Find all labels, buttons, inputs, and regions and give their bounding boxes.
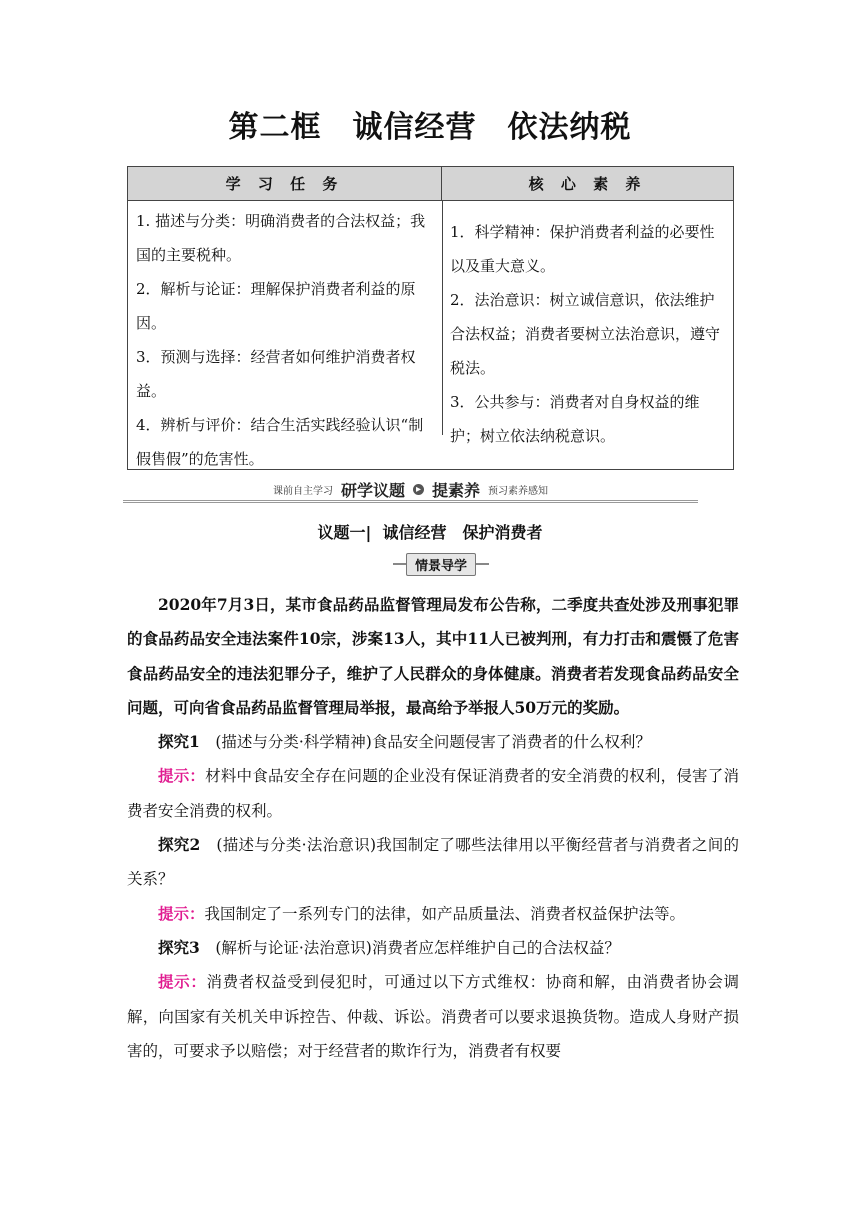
- banner-left-text: 课前自主学习: [272, 485, 333, 497]
- scenario-tag: [393, 553, 489, 575]
- answer-2: [127, 897, 739, 931]
- hint-label: 提示：: [158, 972, 207, 992]
- question-3: [127, 931, 739, 965]
- tasks-cell: [136, 204, 436, 476]
- competency-item: 3．公共参与：消费者对自身权益的维护；树立依法纳税意识。: [450, 393, 700, 445]
- question-label: 探究2: [158, 835, 201, 855]
- topic-heading: 议题一| 诚信经营 保护消费者: [317, 523, 543, 542]
- question-text: (解析与论证·法治意识)消费者应怎样维护自己的合法权益？: [215, 938, 620, 957]
- task-item: 1. 描述与分类：明确消费者的合法权益；我国的主要税种。: [136, 212, 426, 264]
- table-header-tasks: 学 习 任 务: [128, 167, 442, 201]
- answer-text: 我国制定了一系列专门的法律，如产品质量法、消费者权益保护法等。: [204, 904, 686, 923]
- competency-item: 2．法治意识：树立诚信意识，依法维护合法权益；消费者要树立法治意识，遵守税法。: [450, 291, 721, 377]
- question-1: [127, 725, 739, 759]
- answer-text: 消费者权益受到侵犯时，可通过以下方式维权：协商和解，由消费者协会调解，向国家有关机关申诉控告、仲裁、诉讼。消费者可以要求退换货物。造成人身财产损害的，可要求予以赔偿；对于经营者的欺诈行为，消费者有权要: [127, 973, 739, 1060]
- scenario-tag-label: 情景导学: [406, 553, 476, 576]
- banner-right-text: 预习素养感知: [488, 485, 549, 497]
- answer-3: [127, 965, 739, 1068]
- table-divider: [442, 201, 443, 435]
- task-item: 3．预测与选择：经营者如何维护消费者权益。: [136, 348, 416, 400]
- arrow-circle-icon: ▸: [413, 484, 424, 495]
- question-label: 探究3: [158, 937, 200, 957]
- question-label: 探究1: [158, 732, 200, 752]
- hint-label: 提示：: [158, 766, 206, 786]
- competency-item: 1．科学精神：保护消费者利益的必要性以及重大意义。: [450, 223, 715, 275]
- content-body: [127, 588, 739, 1068]
- task-item: 2．解析与论证：理解保护消费者利益的原因。: [136, 280, 416, 332]
- hint-label: 提示：: [158, 903, 205, 923]
- competencies-cell: [450, 215, 726, 453]
- task-item: 4．辨析与评价：结合生活实践经验认识“制假售假”的危害性。: [136, 416, 424, 468]
- question-text: (描述与分类·法治意识)我国制定了哪些法律用以平衡经营者与消费者之间的关系？: [127, 836, 739, 889]
- question-2: [127, 828, 739, 897]
- question-text: (描述与分类·科学精神)食品安全问题侵害了消费者的什么权利？: [215, 733, 651, 752]
- section-banner: [123, 478, 698, 503]
- scenario-passage: 2020年7月3日，某市食品药品监督管理局发布公告称，二季度共查处涉及刑事犯罪的食品药品安全违法案件10宗，涉案13人，其中11人已被判刑，有力打击和震慑了危害食品药品安全的违法犯罪分子，维护了人民群众的身体健康。消费者若发现食品药品安全问题，可向省食品药品监督管理局举报，最高给予举报人50万元的奖励。: [127, 595, 739, 717]
- banner-main-text-2: 提素养: [432, 480, 481, 500]
- objectives-table: [127, 166, 734, 470]
- answer-text: 材料中食品安全存在问题的企业没有保证消费者的安全消费的权利，侵害了消费者安全消费的权利。: [127, 767, 739, 820]
- page-title: 第二框 诚信经营 依法纳税: [228, 110, 632, 145]
- table-header-competencies: 核 心 素 养: [442, 167, 733, 201]
- answer-1: [127, 759, 739, 828]
- banner-main-text: 研学议题: [340, 480, 405, 500]
